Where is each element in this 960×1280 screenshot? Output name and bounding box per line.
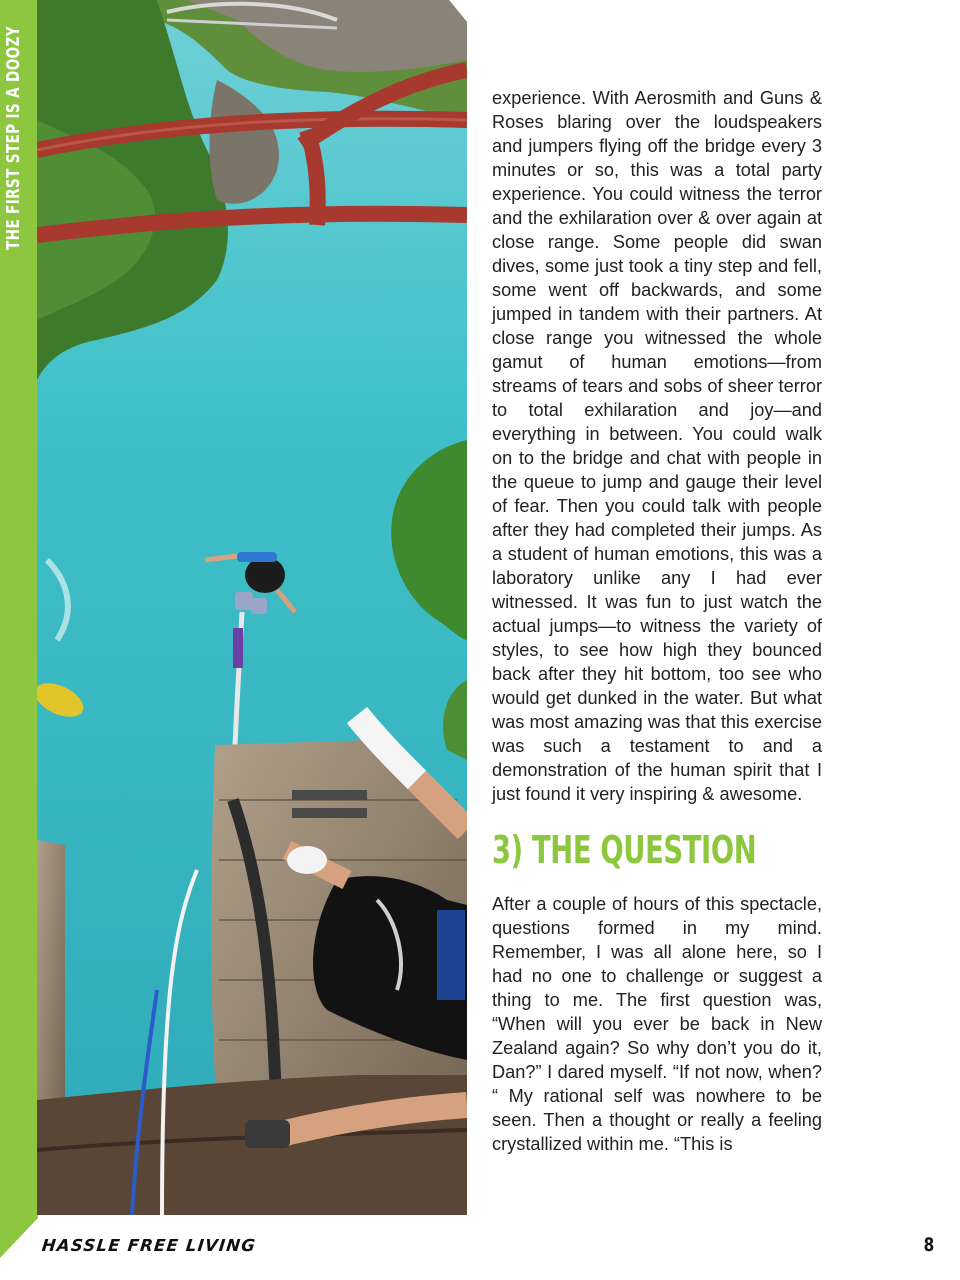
paragraph: After a couple of hours of this spectacle, questions formed in my mind. Remember, I was all alone here, so I had no one to challenge or suggest a thing to me. The first question was, “When will you ever be back in New Zealand again? So why don’t you do it, Dan?” I dared myself. “If not now, when? “ My rational self was nowhere to be seen. Then a thought or really a feeling crystallized within me. “This is bbox=[492, 894, 822, 1154]
section-heading: 3) THE QUESTION bbox=[492, 828, 757, 872]
footer-brand: HASSLE FREE LIVING bbox=[41, 1236, 258, 1255]
article-body bbox=[492, 86, 822, 1156]
page-number: 8 bbox=[923, 1234, 934, 1256]
side-title: THE FIRST STEP IS A DOOZY bbox=[4, 26, 24, 251]
paragraph: experience. With Aerosmith and Guns & Roses blaring over the loudspeakers and jumpers flying off the bridge every 3 minutes or so, this was a total party experience. You could witness the terror and the exhilaration over & over again at close range. Some people did swan dives, some just took a tiny step and fell, some went off backwards, and some jumped in tandem with their partners. At close range you witnessed the whole gamut of human emotions—from streams of tears and sobs of sheer terror to total exhilaration and joy—and everything in between. You could walk on to the bridge and chat with people in the queue to jump and gauge their level of fear. Then you could talk with people after they had completed their jumps. As a student of human emotions, this was a laboratory unlike any I had ever witnessed. It was fun to just watch the actual jumps—to witness the variety of styles, to see how high they bounced back after they hit bottom, too see who would get dunked in the water. But what was most amazing was that this exercise was such a testament to and a demonstration of the human spirit that I just found it very inspiring & awesome. bbox=[492, 88, 822, 804]
bungee-photo bbox=[37, 0, 467, 1215]
